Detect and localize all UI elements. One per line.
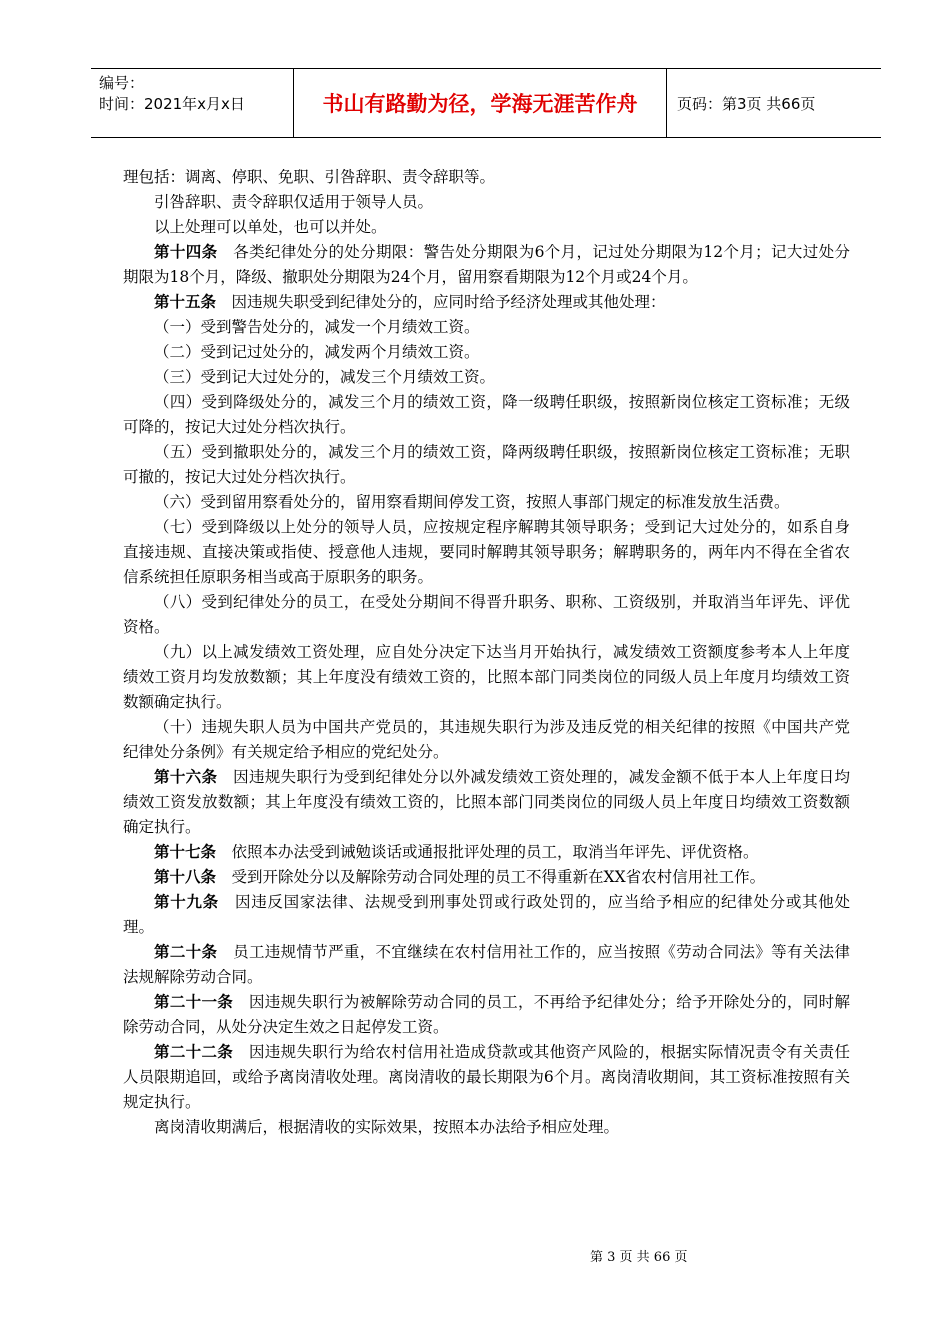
paragraph <box>123 190 850 215</box>
paragraph-text: （六）受到留用察看处分的，留用察看期间停发工资，按照人事部门规定的标准发放生活费。 <box>154 493 790 511</box>
serial-number-label: 编号： <box>99 74 145 92</box>
paragraph-text: 员工违规情节严重，不宜继续在农村信用社工作的，应当按照《劳动合同法》等有关法律法规解除劳动合同。 <box>123 943 850 986</box>
paragraph-text: 受到开除处分以及解除劳动合同处理的员工不得重新在XX省农村信用社工作。 <box>231 868 766 886</box>
paragraph-text: （四）受到降级处分的，减发三个月的绩效工资，降一级聘任职级，按照新岗位核定工资标准；无级可降的，按记大过处分档次执行。 <box>123 393 850 436</box>
article-number: 第十九条 <box>154 893 219 911</box>
paragraph <box>123 340 850 365</box>
paragraph <box>123 365 850 390</box>
article-number: 第二十一条 <box>154 993 234 1011</box>
paragraph-text: 引咎辞职、责令辞职仅适用于领导人员。 <box>154 193 434 211</box>
paragraph-text: （七）受到降级以上处分的领导人员，应按规定程序解聘其领导职务；受到记大过处分的，如系自身直接违规、直接决策或指使、授意他人违规，要同时解聘其领导职务；解聘职务的，两年内不得在全省农信系统担任原职务相当或高于原职务的职务。 <box>123 518 850 586</box>
paragraph <box>123 215 850 240</box>
article-number: 第十五条 <box>154 293 217 311</box>
time-label: 时间：2021年x月x日 <box>99 95 245 113</box>
page-header <box>91 68 881 138</box>
paragraph-text: 因违规失职行为给农村信用社造成贷款或其他资产风险的，根据实际情况责令有关责任人员限期追回，或给予离岗清收处理。离岗清收的最长期限为6个月。离岗清收期间，其工资标准按照有关规定执行。 <box>123 1043 850 1111</box>
paragraph <box>123 890 850 940</box>
paragraph-text: （一）受到警告处分的，减发一个月绩效工资。 <box>154 318 480 336</box>
article-number: 第十六条 <box>154 768 218 786</box>
paragraph <box>123 515 850 590</box>
paragraph <box>123 1115 850 1140</box>
paragraph-text: （三）受到记大过处分的，减发三个月绩效工资。 <box>154 368 496 386</box>
paragraph-text: 因违反国家法律、法规受到刑事处罚或行政处罚的，应当给予相应的纪律处分或其他处理。 <box>123 893 850 936</box>
paragraph <box>123 715 850 765</box>
header-page-info: 页码：第3页 共66页 <box>677 94 816 113</box>
paragraph-text: （五）受到撤职处分的，减发三个月的绩效工资，降两级聘任职级，按照新岗位核定工资标准；无职可撤的，按记大过处分档次执行。 <box>123 443 850 486</box>
paragraph <box>123 315 850 340</box>
article-number: 第十七条 <box>154 843 217 861</box>
paragraph-text: 离岗清收期满后，根据清收的实际效果，按照本办法给予相应处理。 <box>154 1118 620 1136</box>
article-number: 第十四条 <box>154 243 218 261</box>
paragraph <box>123 590 850 640</box>
paragraph-text: （二）受到记过处分的，减发两个月绩效工资。 <box>154 343 480 361</box>
paragraph <box>123 165 850 190</box>
paragraph <box>123 290 850 315</box>
paragraph-text: 各类纪律处分的处分期限：警告处分期限为6个月，记过处分期限为12个月；记大过处分期限为18个月，降级、撤职处分期限为24个月，留用察看期限为12个月或24个月。 <box>123 243 850 286</box>
header-meta-cell <box>91 69 294 137</box>
paragraph <box>123 390 850 440</box>
paragraph <box>123 640 850 715</box>
header-motto: 书山有路勤为径，学海无涯苦作舟 <box>294 69 667 137</box>
paragraph <box>123 865 850 890</box>
document-body <box>123 165 850 1140</box>
paragraph-text: 依照本办法受到诫勉谈话或通报批评处理的员工，取消当年评先、评优资格。 <box>231 843 759 861</box>
paragraph <box>123 490 850 515</box>
paragraph-text: 因违规失职行为被解除劳动合同的员工，不再给予纪律处分；给予开除处分的，同时解除劳动合同，从处分决定生效之日起停发工资。 <box>123 993 850 1036</box>
paragraph <box>123 840 850 865</box>
article-number: 第二十二条 <box>154 1043 234 1061</box>
paragraph-text: 理包括：调离、停职、免职、引咎辞职、责令辞职等。 <box>123 168 496 186</box>
paragraph <box>123 240 850 290</box>
article-number: 第十八条 <box>154 868 217 886</box>
paragraph <box>123 1040 850 1115</box>
article-number: 第二十条 <box>154 943 218 961</box>
paragraph-text: 因违规失职受到纪律处分的，应同时给予经济处理或其他处理： <box>231 293 666 311</box>
paragraph <box>123 990 850 1040</box>
paragraph-text: （八）受到纪律处分的员工，在受处分期间不得晋升职务、职称、工资级别，并取消当年评先、评优资格。 <box>123 593 850 636</box>
paragraph <box>123 940 850 990</box>
paragraph-text: 因违规失职行为受到纪律处分以外减发绩效工资处理的，减发金额不低于本人上年度日均绩效工资发放数额；其上年度没有绩效工资的，比照本部门同类岗位的同级人员上年度日均绩效工资数额确定执行。 <box>123 768 850 836</box>
paragraph <box>123 765 850 840</box>
paragraph-text: 以上处理可以单处，也可以并处。 <box>154 218 387 236</box>
paragraph <box>123 440 850 490</box>
paragraph-text: （九）以上减发绩效工资处理，应自处分决定下达当月开始执行，减发绩效工资额度参考本人上年度绩效工资月均发放数额；其上年度没有绩效工资的，比照本部门同类岗位的同级人员上年度月均绩效工资数额确定执行。 <box>123 643 850 711</box>
paragraph-text: （十）违规失职人员为中国共产党员的，其违规失职行为涉及违反党的相关纪律的按照《中国共产党纪律处分条例》有关规定给予相应的党纪处分。 <box>123 718 850 761</box>
page-footer: 第 3 页 共 66 页 <box>590 1250 688 1265</box>
